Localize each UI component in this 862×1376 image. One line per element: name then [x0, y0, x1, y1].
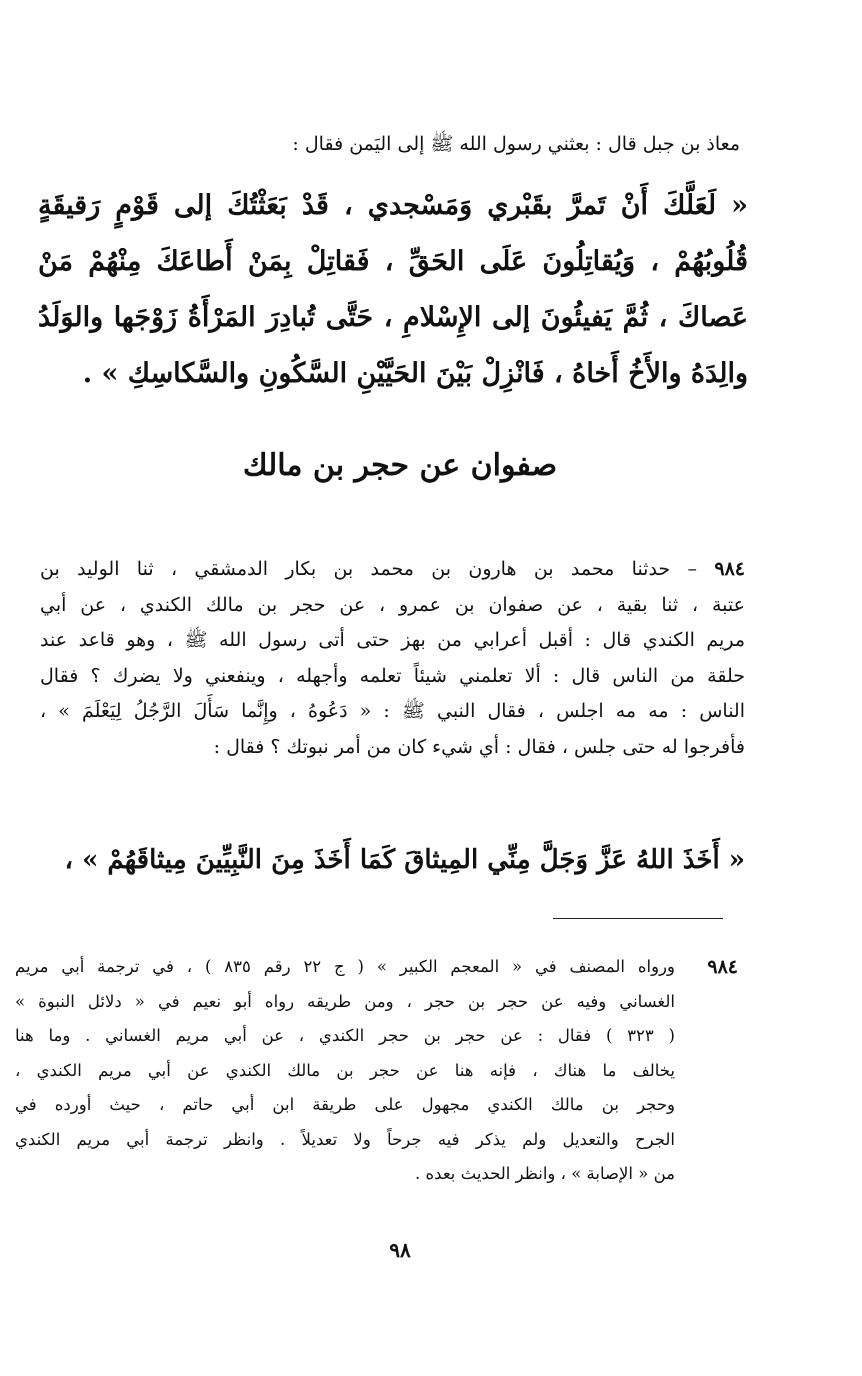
- main-narration: [40, 552, 745, 765]
- main-line: [40, 552, 745, 588]
- footnote-line: يخالف ما هناك ، فإنه هنا عن حجر بن مالك الكندي عن أبي مريم الكندي ،: [15, 1060, 675, 1080]
- section-title: صفوان عن حجر بن مالك: [242, 448, 558, 483]
- main-line: الناس : مه مه اجلس ، فقال النبي ﷺ : « دَعُوهُ ، وإِنَّما سَأَلَ الرَّجُلُ لِيَعْلَمَ » ،: [40, 700, 745, 722]
- narration-number: ٩٨٤: [714, 558, 745, 580]
- hadith-line: قُلُوبُهُمْ ، وَيُقاتِلُونَ عَلَى الحَقِّ ، فَقاتِلْ بِمَنْ أَطاعَكَ مِنْهُمْ مَنْ: [38, 246, 748, 277]
- hadith-line: « لَعَلَّكَ أَنْ تَمرَّ بقَبْري وَمَسْجدي ، قَدْ بَعَثْتُكَ إلى قَوْمٍ رَقيقَةٍ: [38, 190, 748, 221]
- footnote-line: ورواه المصنف في « المعجم الكبير » ( ج ٢٢ رقم ٨٣٥ ) ، في ترجمة أبي مريم: [15, 957, 675, 976]
- footnote-line: الجرح والتعديل ولم يذكر فيه جرحاً ولا تعديلاً . وانظر ترجمة أبي مريم الكندي: [15, 1129, 675, 1149]
- main-line: فأفرجوا له حتى جلس ، فقال : أي شيء كان من أمر نبوتك ؟ فقال :: [213, 735, 745, 758]
- main-line: حلقة من الناس قال : ألا تعلمني شيئاً تعلمه وأجهله ، وينفعني ولا يضرك ؟ فقال: [40, 664, 745, 687]
- footnote-number: ٩٨٤: [707, 956, 738, 978]
- main-line-text: – حدثنا محمد بن هارون بن محمد بن بكار الدمشقي ، ثنا الوليد بن: [40, 558, 698, 580]
- hadith-line: والِدَهُ والأَخُ أَخاهُ ، فَانْزِلْ بَيْنَ الحَيَّيْنِ السَّكُونِ والسَّكاسِكِ » .: [82, 358, 748, 389]
- main-line: عتبة ، ثنا بقية ، عن صفوان بن عمرو ، عن حجر بن مالك الكندي ، عن أبي: [40, 593, 745, 616]
- main-line: مريم الكندي قال : أقبل أعرابي من بهز حتى أتى رسول الله ﷺ ، وهو قاعد عند: [40, 629, 745, 651]
- footnote-line: من « الإصابة » ، وانظر الحديث بعده .: [415, 1164, 675, 1183]
- footnote-separator: [553, 918, 723, 919]
- page-number: ٩٨: [389, 1238, 411, 1262]
- footnote-line: ( ٣٢٣ ) فقال : عن حجر بن حجر الكندي ، عن أبي مريم الغساني . وما هنا: [15, 1026, 675, 1045]
- footnote-line: وحجر بن مالك الكندي مجهول على طريقة ابن أبي حاتم ، حيث أورده في: [15, 1095, 675, 1114]
- footnote-text: [15, 950, 675, 1192]
- hadith-line: عَصاكَ ، ثُمَّ يَفيئُونَ إلى الإِسْلامِ ، حَتَّى تُبادِرَ المَرْأَةُ زَوْجَها والوَلَدُ: [38, 302, 748, 333]
- hadith-quote: « أَخَذَ اللهُ عَزَّ وَجَلَّ مِنِّي المِيثاقَ كَمَا أَخَذَ مِنَ النَّبِيِّينَ مِيثاقَهُمْ » ،: [64, 845, 745, 875]
- hadith-text: [38, 178, 748, 402]
- footnote-line: الغساني وفيه عن حجر بن حجر ، ومن طريقه رواه أبو نعيم في « دلائل النبوة »: [15, 991, 675, 1011]
- intro-line: معاذ بن جبل قال : بعثني رسول الله ﷺ إلى اليَمن فقال :: [292, 133, 740, 155]
